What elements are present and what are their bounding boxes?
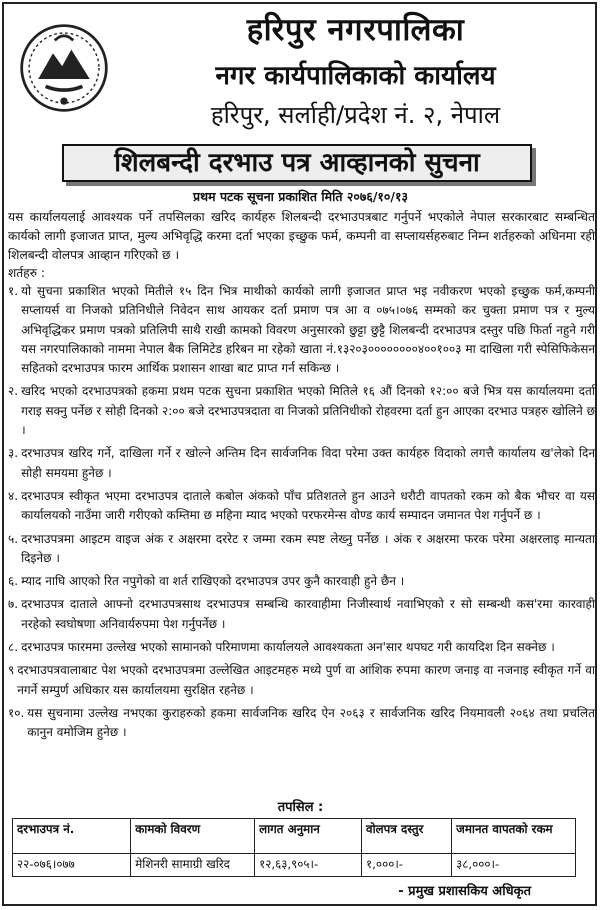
nepal-emblem-icon [18,22,110,114]
term-item [8,704,595,743]
municipality-name: हरिपुर नगरपालिका [246,12,465,48]
term-number: ७. [8,597,19,612]
term-text: दरभाउपत्र दाताले आफ्नो दरभाउपत्रसाथ दरभाउपत्र सम्बन्धि कारवाहीमा निजीस्वार्थ नवाभिएको र सो सम्बन्धी कस'रमा कारवाही नरहेको स्वघोषणा अनिवार्यरुपमा पेश गर्नुपर्नेछ । [21,597,595,631]
term-number: ९ [8,663,15,678]
publish-date: प्रथम पटक सूचना प्रकाशित मिति २०७६/१०/१३ [193,189,408,204]
term-number: १०. [8,705,25,720]
col-header: जमानत वापतको रकम [452,819,576,854]
terms-heading: शर्तहरु : [8,266,45,280]
term-text: म्याद नाघि आएको रित नपुगेको वा शर्त राखिएको दरभाउपत्र उपर कुनै कारवाही हुने छैन । [21,574,405,589]
table-cell: १२,६३,९०५।- [255,854,362,877]
term-text: यो सुचना प्रकाशित भएको मितीले १५ दिन भित्र माथीको कार्यको लागी इजाजत प्राप्त भइ नवीकरण भएको इच्छुक फर्म,कम्पनी सप्लायर्स वा निजको प्रतिनिधीले निवेदन साथ आयकर दर्ता प्रमाण पत्र आ व ०७५।०७६ सम्मको कर चुक्ता प्रमाण पत्र र मुल्य अभिवृद्धिकर प्रमाण पत्रको प्रतिलिपी साथै राखी कामको विवरण अनुसारको छुट्टा छुट्टै शिलबन्दी दरभाउपत्र दस्तुर पछि फिर्ता नहुने गरी यस नगरपालिकाको नाममा नेपाल बैक लिमिटेड हरिबन मा रहेको खाता नं.१३२०३००००००००४००१००३ मा दाखिला गरी स्पेसिफिकेसन सहितको दरभाउपत्र फारम आर्थिक प्रशासन शाखा बाट प्राप्त गर्न सकिन्छ । [21,284,595,376]
office-name: नगर कार्यपालिकाको कार्यालय [215,61,496,91]
schedule-table [12,818,576,877]
term-item [8,444,595,483]
table-cell: ३८,०००।- [452,854,576,877]
schedule-heading: तपसिल : [277,800,324,815]
terms-list [8,282,595,747]
col-header: लागत अनुमान [255,819,362,854]
term-item [8,595,595,634]
table-cell: २२-०७६।०७७ [13,854,131,877]
term-item [8,530,595,569]
col-header: वोलपत्र दस्तुर [362,819,452,854]
term-text: दरभाउपत्र फारममा उल्लेख भएको सामानको परिमाणमा कार्यालयले आवश्यकता अन'सार थपघट गरी कायदिश दिन सक्नेछ । [21,640,555,655]
term-number: ३. [8,446,19,461]
term-item [8,282,595,378]
term-item [8,638,595,657]
intro-paragraph: यस कार्यालयलाई आवश्यक पर्ने तपसिलका खरिद कार्यहरु शिलबन्दी दरभाउपत्रबाट गर्नुपर्ने भएकोले नेपाल सरकारबाट सम्बन्धित कार्यको लागी इजाजत प्राप्त, मुल्य अभिवृद्धि करमा दर्ता भएका इच्छुक फर्म, कम्पनी वा सप्लायर्सहरुबाट निम्न शर्तहरुको अधिनमा रही शिलबन्दी वोलपत्र आव्हान गरिएको छ । [8,210,595,262]
term-text: दरभाउपत्र स्वीकृत भएमा दरभाउपत्र दाताले कबोल अंकको पाँच प्रतिशतले हुन आउने धरौटी वापतको रकम को बैक भौचर वा यस कार्यालयको नाउँमा जारी गरीएको कम्तिमा छ महिना म्याद भएको परफरमेन्स वोण्ड कार्य सम्पादन जमानत पेश गर्नुपर्ने छ । [21,488,595,523]
term-text: यस सुचनामा उल्लेख नभएका कुराहरुको हकमा सार्वजनिक खरिद ऐन २०६३ र सार्वजनिक खरिद नियमावली २०६४ तथा प्रचलित कानुन वमोजिम हुनेछ । [27,705,595,740]
term-text: दरभाउपत्रमा आइटम वाइज अंक र अक्षरमा दररेट र जम्मा रकम स्पष्ट लेख्नु पर्नेछ । अंक र अक्षरमा फरक परेमा अक्षरलाइ मान्यता दिइनेछ । [21,531,595,565]
term-text: दरभाउपत्रवालाबाट पेश भएको दरभाउपत्रमा उल्लेखित आइटमहरु मध्ये पुर्ण वा आंशिक रुपमा कारण जनाइ वा नजनाइ स्वीकृत गर्ने वा नगर्ने सम्पुर्ण अधिकार यस कार्यालयमा सुरक्षित रहनेछ । [17,663,595,697]
term-number: ५. [8,531,19,546]
term-item [8,487,595,526]
term-item [8,661,595,700]
table-row [13,854,576,877]
term-item [8,382,595,440]
term-number: ८. [8,640,19,655]
term-number: ६. [8,574,19,589]
table-header-row [13,819,576,854]
term-number: १. [8,284,19,298]
table-cell: मेशिनरी सामाग्री खरिद [131,854,255,877]
term-number: २. [8,384,19,399]
col-header: दरभाउपत्र नं. [13,819,131,854]
col-header: कामको विवरण [131,819,255,854]
office-address: हरिपुर, सर्लाही/प्रदेश नं. २, नेपाल [210,101,501,129]
term-item [8,572,595,591]
notice-title: शिलबन्दी दरभाउ पत्र आव्हानको सुचना [62,144,532,182]
letterhead [0,0,601,140]
signatory: - प्रमुख प्रशासकिय अधिकृत [398,884,531,899]
table-cell: १,०००।- [362,854,452,877]
term-text: खरिद भएको दरभाउपत्रको हकमा प्रथम पटक सुचना प्रकाशित भएको मितिले १६ औं दिनको १२:०० बजे भित्र यस कार्यालयमा दर्ता गराइ सक्नु पर्नेछ र सोही दिनको २:०० बजे दरभाउपत्रदाता वा निजको प्रतिनिधीको रोहवरमा दर्ता हुन आएका दरभाउ पत्रहरु खोलिने छ । [21,384,595,438]
term-number: ४. [8,488,19,503]
term-text: दरभाउपत्र खरिद गर्ने, दाखिला गर्ने र खोल्ने अन्तिम दिन सार्वजनिक विदा परेमा उक्त कार्यहरु विदाको लगत्तै कार्यालय ख'लेको दिन सोही समयमा हुनेछ । [21,446,595,480]
